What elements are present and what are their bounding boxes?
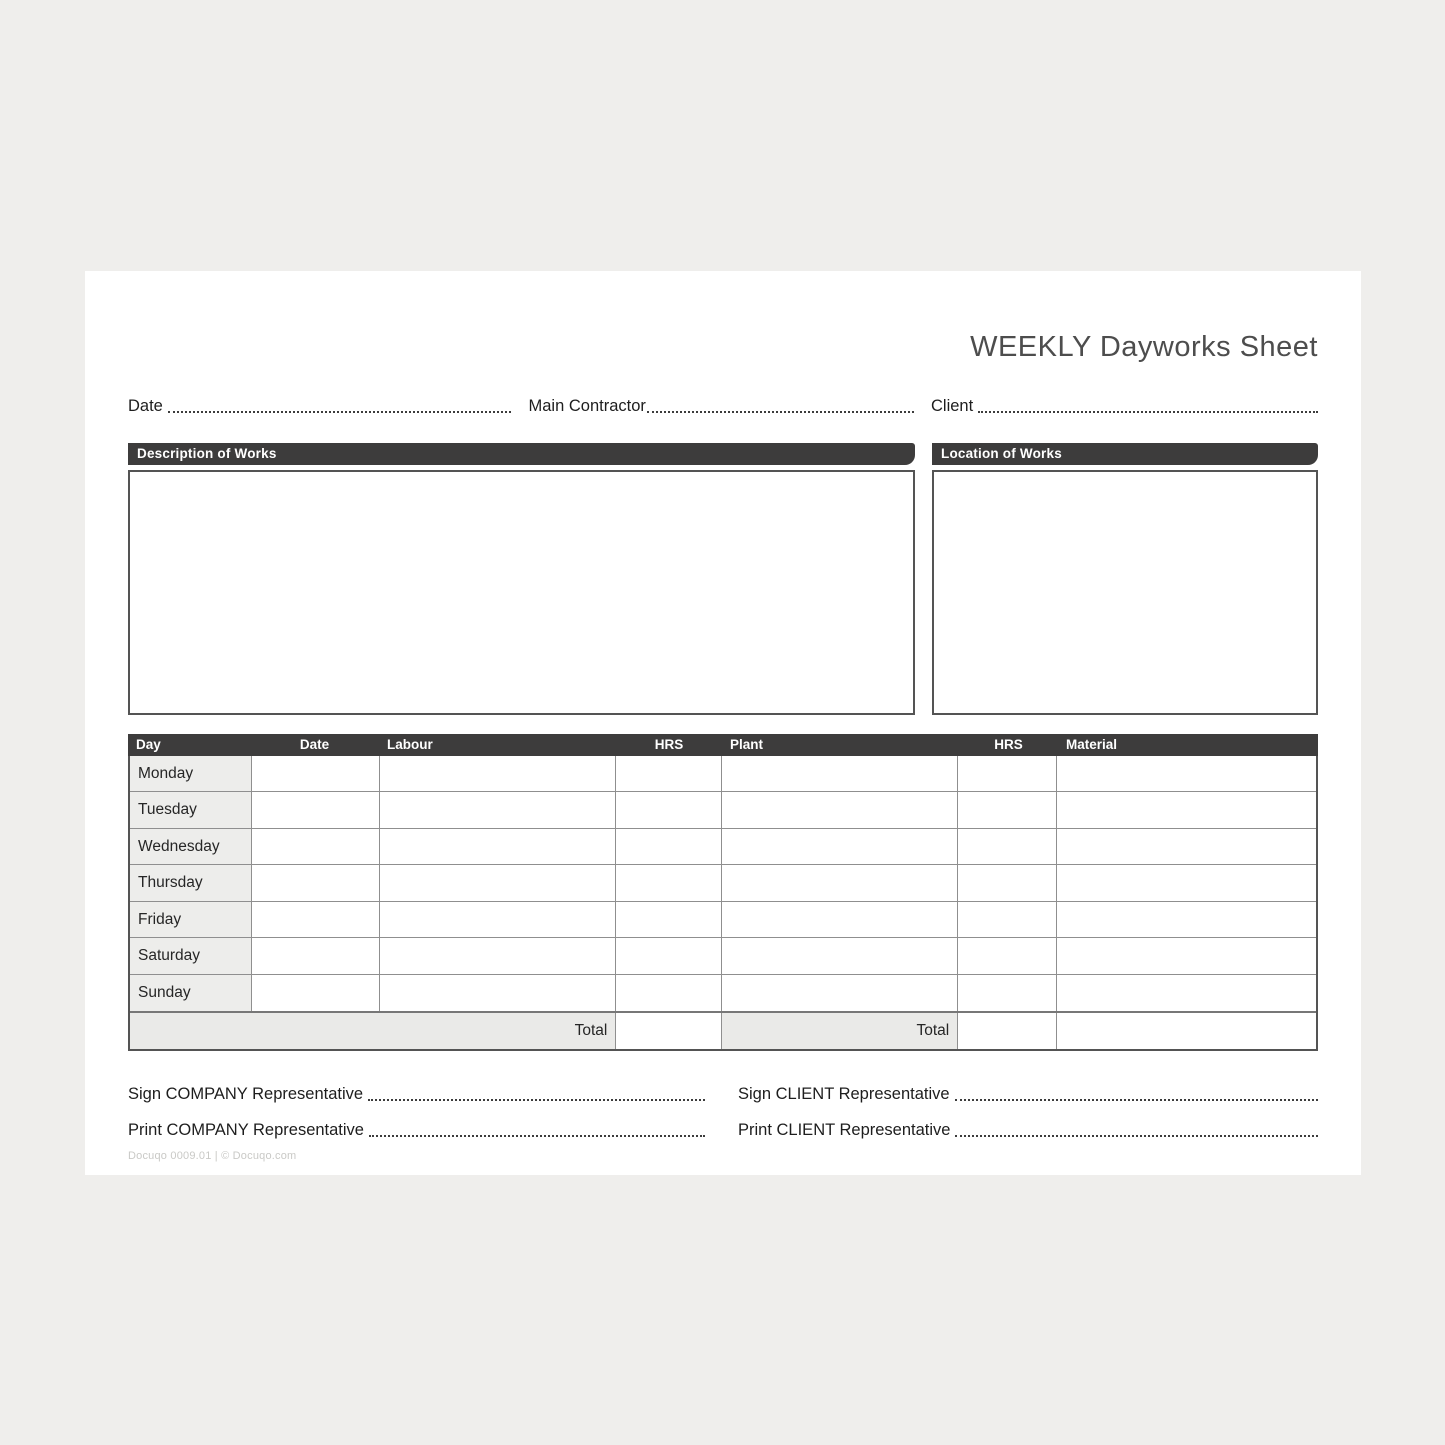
- main-contractor-input-line[interactable]: [647, 411, 914, 413]
- day-label-cell: Tuesday: [130, 792, 252, 829]
- labour-hrs-entry-cell[interactable]: [616, 756, 722, 793]
- table-header-row: [128, 734, 1318, 756]
- labour-entry-cell[interactable]: [380, 975, 616, 1012]
- table-total-row: [130, 1011, 1316, 1049]
- client-label: Client: [931, 397, 974, 416]
- print-representative-row: [128, 1120, 1318, 1141]
- date-entry-cell[interactable]: [252, 865, 381, 902]
- day-label-cell: Monday: [130, 756, 252, 793]
- plant-entry-cell[interactable]: [722, 975, 958, 1012]
- plant-entry-cell[interactable]: [722, 938, 958, 975]
- print-company-field: [128, 1120, 705, 1141]
- material-column-header: Material: [1066, 736, 1118, 752]
- labour-hrs-entry-cell[interactable]: [616, 865, 722, 902]
- plant-entry-cell[interactable]: [722, 865, 958, 902]
- dayworks-sheet: [85, 271, 1361, 1175]
- labour-entry-cell[interactable]: [380, 865, 616, 902]
- table-row-monday: [130, 756, 1316, 793]
- date-field: [128, 396, 511, 417]
- description-of-works-input[interactable]: [128, 470, 915, 715]
- labour-hrs-total-entry-cell[interactable]: [616, 1013, 722, 1049]
- sign-company-input-line[interactable]: [368, 1099, 705, 1101]
- table-row-thursday: [130, 865, 1316, 902]
- material-entry-cell[interactable]: [1057, 865, 1316, 902]
- labour-entry-cell[interactable]: [380, 792, 616, 829]
- labour-total-label-cell: Total: [130, 1013, 616, 1049]
- labour-hrs-entry-cell[interactable]: [616, 829, 722, 866]
- plant-hrs-entry-cell[interactable]: [958, 938, 1057, 975]
- plant-hrs-entry-cell[interactable]: [958, 865, 1057, 902]
- table-row-tuesday: [130, 792, 1316, 829]
- day-label-cell: Friday: [130, 902, 252, 939]
- plant-hrs-entry-cell[interactable]: [958, 756, 1057, 793]
- date-entry-cell[interactable]: [252, 975, 381, 1012]
- table-row-sunday: [130, 975, 1316, 1012]
- material-entry-cell[interactable]: [1057, 792, 1316, 829]
- material-entry-cell[interactable]: [1057, 975, 1316, 1012]
- header-fields: [128, 396, 1318, 417]
- plant-total-label-cell: Total: [722, 1013, 958, 1049]
- date-entry-cell[interactable]: [252, 792, 381, 829]
- date-label: Date: [128, 397, 163, 416]
- dayworks-table: [128, 734, 1318, 1052]
- main-contractor-label: Main Contractor: [528, 397, 646, 416]
- plant-hrs-entry-cell[interactable]: [958, 975, 1057, 1012]
- material-entry-cell[interactable]: [1057, 938, 1316, 975]
- plant-hrs-total-entry-cell[interactable]: [958, 1013, 1057, 1049]
- sign-company-label: Sign COMPANY Representative: [128, 1085, 364, 1104]
- labour-entry-cell[interactable]: [380, 756, 616, 793]
- date-input-line[interactable]: [168, 411, 511, 413]
- client-input-line[interactable]: [978, 411, 1318, 413]
- day-label-cell: Thursday: [130, 865, 252, 902]
- labour-entry-cell[interactable]: [380, 938, 616, 975]
- date-column-header: Date: [299, 736, 330, 752]
- sign-client-label: Sign CLIENT Representative: [738, 1085, 950, 1104]
- plant-entry-cell[interactable]: [722, 829, 958, 866]
- sign-client-field: [738, 1084, 1318, 1105]
- labour-hrs-entry-cell[interactable]: [616, 975, 722, 1012]
- works-sections: [128, 443, 1318, 715]
- description-of-works-header: Description of Works: [128, 443, 915, 465]
- document-footer: Docuqo 0009.01 | © Docuqo.com: [128, 1149, 297, 1162]
- day-label-cell: Sunday: [130, 975, 252, 1012]
- day-label-cell: Saturday: [130, 938, 252, 975]
- plant-hrs-entry-cell[interactable]: [958, 902, 1057, 939]
- plant-hrs-entry-cell[interactable]: [958, 829, 1057, 866]
- print-company-label: Print COMPANY Representative: [128, 1121, 364, 1140]
- table-row-saturday: [130, 938, 1316, 975]
- labour-entry-cell[interactable]: [380, 902, 616, 939]
- material-entry-cell[interactable]: [1057, 756, 1316, 793]
- date-entry-cell[interactable]: [252, 829, 381, 866]
- date-entry-cell[interactable]: [252, 938, 381, 975]
- location-of-works-input[interactable]: [932, 470, 1318, 715]
- plant-entry-cell[interactable]: [722, 756, 958, 793]
- day-label-cell: Wednesday: [130, 829, 252, 866]
- sign-client-input-line[interactable]: [955, 1099, 1318, 1101]
- date-entry-cell[interactable]: [252, 756, 381, 793]
- labour-hrs-entry-cell[interactable]: [616, 938, 722, 975]
- description-of-works-section: [128, 443, 915, 715]
- labour-column-header: Labour: [387, 736, 433, 752]
- sign-representative-row: [128, 1084, 1318, 1105]
- plant-entry-cell[interactable]: [722, 792, 958, 829]
- hrs-plant-column-header: HRS: [994, 736, 1023, 752]
- table-row-friday: [130, 902, 1316, 939]
- labour-hrs-entry-cell[interactable]: [616, 902, 722, 939]
- plant-column-header: Plant: [730, 736, 764, 752]
- location-of-works-section: [932, 443, 1318, 715]
- labour-entry-cell[interactable]: [380, 829, 616, 866]
- table-body: [128, 756, 1318, 1052]
- hrs-labour-column-header: HRS: [654, 736, 684, 752]
- location-of-works-header: Location of Works: [932, 443, 1318, 465]
- material-entry-cell[interactable]: [1057, 829, 1316, 866]
- main-contractor-field: [529, 396, 914, 417]
- day-column-header: Day: [136, 736, 161, 752]
- plant-hrs-entry-cell[interactable]: [958, 792, 1057, 829]
- print-client-label: Print CLIENT Representative: [738, 1121, 951, 1140]
- print-client-input-line[interactable]: [955, 1135, 1318, 1137]
- print-client-field: [738, 1120, 1318, 1141]
- print-company-input-line[interactable]: [369, 1135, 705, 1137]
- table-row-wednesday: [130, 829, 1316, 866]
- sign-company-field: [128, 1084, 705, 1105]
- date-entry-cell[interactable]: [252, 902, 381, 939]
- plant-entry-cell[interactable]: [722, 902, 958, 939]
- material-entry-cell[interactable]: [1057, 902, 1316, 939]
- client-field: [931, 396, 1318, 417]
- material-total-entry-cell[interactable]: [1057, 1013, 1316, 1049]
- labour-hrs-entry-cell[interactable]: [616, 792, 722, 829]
- page-title: WEEKLY Dayworks Sheet: [970, 331, 1318, 363]
